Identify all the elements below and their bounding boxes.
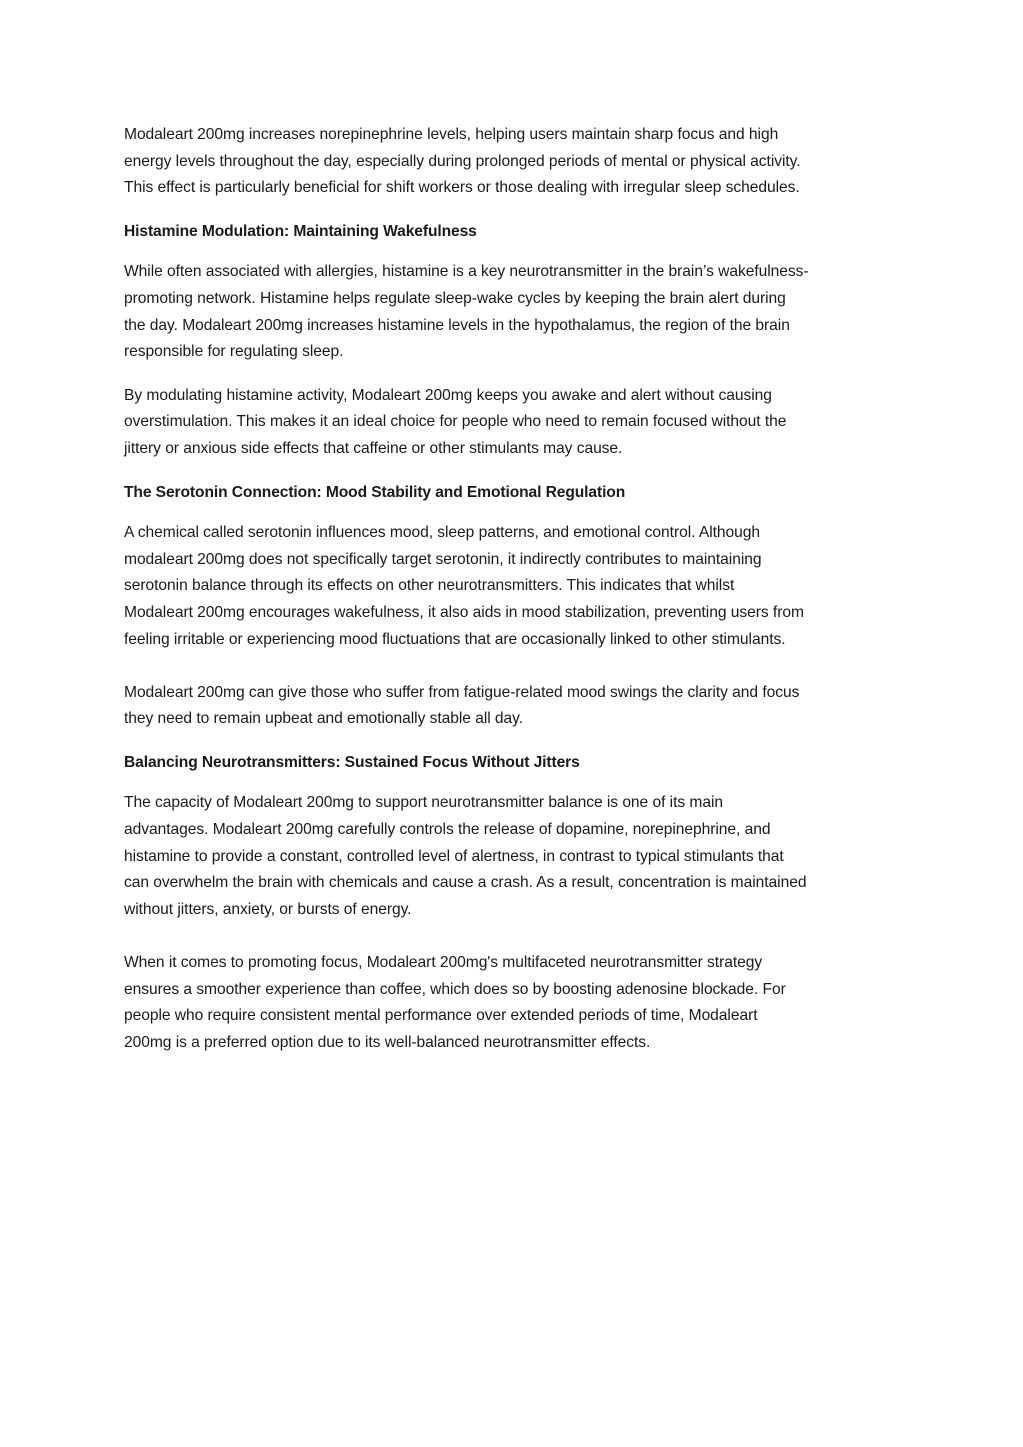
text-line: jittery or anxious side effects that caffeine or other stimulants may cause.: [124, 439, 623, 457]
paragraph-histamine-activity: [124, 383, 904, 463]
text-line: This effect is particularly beneficial for shift workers or those dealing with irregular sleep schedules.: [124, 179, 800, 197]
text-line: without jitters, anxiety, or bursts of energy.: [124, 900, 412, 918]
heading-balancing-neurotransmitters: [124, 750, 904, 777]
heading-text: Histamine Modulation: Maintaining Wakefulness: [124, 222, 477, 240]
heading-text: Balancing Neurotransmitters: Sustained Focus Without Jitters: [124, 753, 580, 771]
text-line: 200mg is a preferred option due to its well-balanced neurotransmitter effects.: [124, 1033, 651, 1051]
text-line: Modaleart 200mg encourages wakefulness, it also aids in mood stabilization, preventing users from: [124, 603, 804, 621]
text-line: can overwhelm the brain with chemicals and cause a crash. As a result, concentration is maintained: [124, 874, 807, 892]
paragraph-mood-swings: [124, 680, 904, 733]
paragraph-serotonin: [124, 520, 904, 653]
text-line: overstimulation. This makes it an ideal choice for people who need to remain focused without the: [124, 413, 787, 431]
text-line: histamine to provide a constant, controlled level of alertness, in contrast to typical stimulants that: [124, 847, 784, 865]
heading-histamine-modulation: [124, 219, 904, 246]
text-line: While often associated with allergies, histamine is a key neurotransmitter in the brain’s wakefulness-: [124, 263, 809, 281]
text-line: Modaleart 200mg increases norepinephrine levels, helping users maintain sharp focus and high: [124, 126, 779, 143]
text-line: feeling irritable or experiencing mood fluctuations that are occasionally linked to other stimulants.: [124, 630, 786, 648]
text-line: When it comes to promoting focus, Modaleart 200mg's multifaceted neurotransmitter strategy: [124, 954, 763, 972]
paragraph-norepinephrine: [124, 122, 904, 202]
text-line: Modaleart 200mg can give those who suffer from fatigue-related mood swings the clarity and focus: [124, 683, 800, 701]
text-line: serotonin balance through its effects on other neurotransmitters. This indicates that whilst: [124, 577, 735, 595]
heading-text: The Serotonin Connection: Mood Stability and Emotional Regulation: [124, 483, 626, 501]
text-line: modaleart 200mg does not specifically target serotonin, it indirectly contributes to maintaining: [124, 550, 762, 568]
text-line: responsible for regulating sleep.: [124, 343, 344, 361]
heading-serotonin-connection: [124, 480, 904, 507]
text-line: advantages. Modaleart 200mg carefully controls the release of dopamine, norepinephrine, and: [124, 821, 771, 839]
text-line: the day. Modaleart 200mg increases histamine levels in the hypothalamus, the region of the brain: [124, 316, 790, 334]
paragraph-neurotransmitter-balance: [124, 790, 904, 923]
text-line: promoting network. Histamine helps regulate sleep-wake cycles by keeping the brain alert during: [124, 289, 786, 307]
text-line: The capacity of Modaleart 200mg to support neurotransmitter balance is one of its main: [124, 794, 723, 812]
document-body: [124, 122, 904, 1073]
text-line: A chemical called serotonin influences mood, sleep patterns, and emotional control. Although: [124, 524, 761, 542]
paragraph-histamine-intro: [124, 259, 904, 365]
text-line: ensures a smoother experience than coffee, which does so by boosting adenosine blockade. For: [124, 980, 786, 998]
text-line: energy levels throughout the day, especially during prolonged periods of mental or physical activity.: [124, 152, 801, 170]
text-line: people who require consistent mental performance over extended periods of time, Modaleart: [124, 1007, 758, 1025]
text-line: they need to remain upbeat and emotionally stable all day.: [124, 710, 524, 728]
paragraph-focus-strategy: [124, 950, 904, 1056]
text-line: By modulating histamine activity, Modaleart 200mg keeps you awake and alert without causing: [124, 386, 772, 404]
